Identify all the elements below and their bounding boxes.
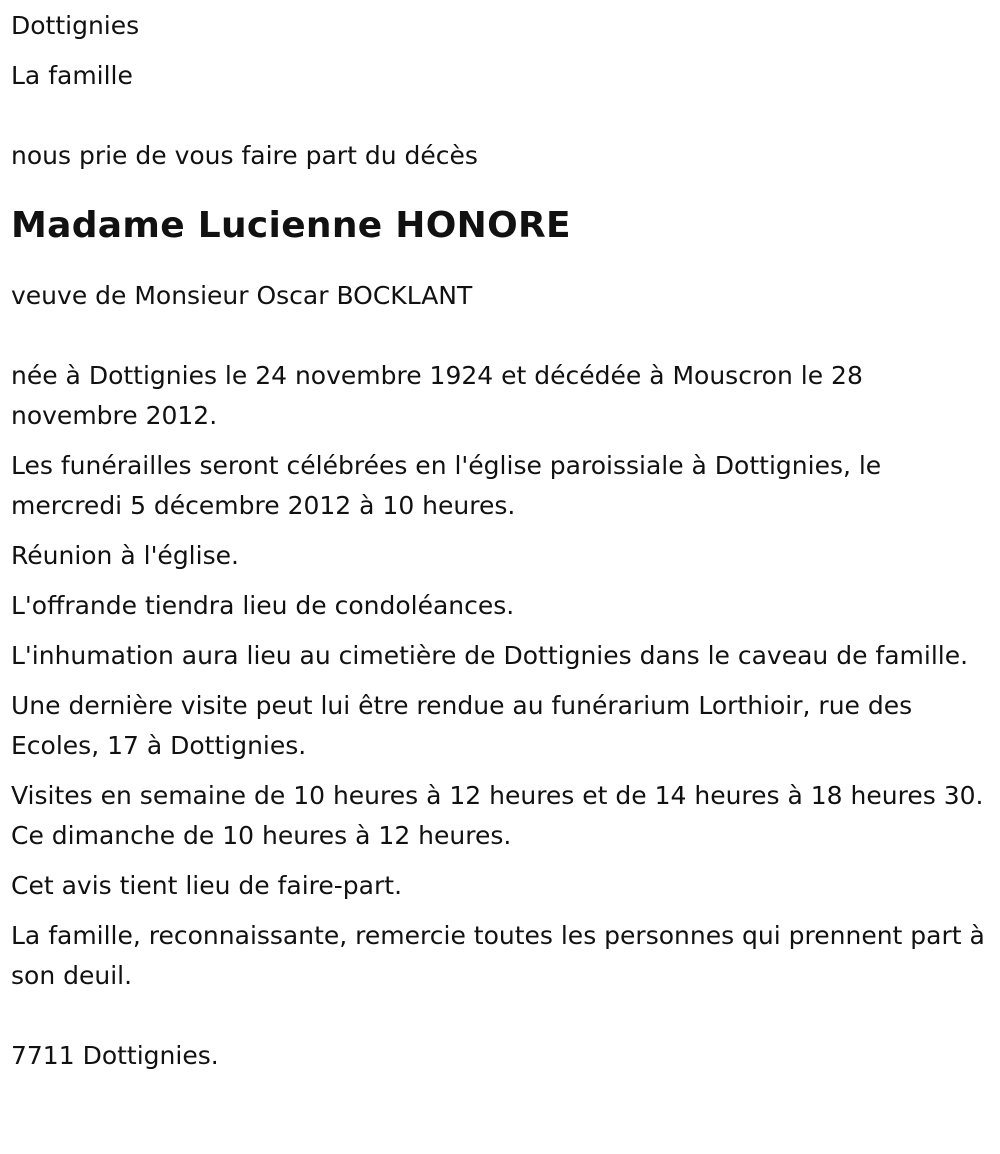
family-line: La famille xyxy=(11,61,133,90)
meeting-paragraph: Réunion à l'église. xyxy=(11,541,239,570)
notice-paragraphs xyxy=(11,356,991,996)
footer-address: 7711 Dottignies. xyxy=(11,1041,219,1070)
location-header: Dottignies xyxy=(11,11,140,40)
burial-paragraph: L'inhumation aura lieu au cimetière de Dottignies dans le caveau de famille. xyxy=(11,641,969,670)
notice-replaces-announcement-paragraph: Cet avis tient lieu de faire-part. xyxy=(11,871,403,900)
birth-death-paragraph: née à Dottignies le 24 novembre 1924 et décédée à Mouscron le 28 novembre 2012. xyxy=(11,361,871,430)
visiting-hours-paragraph: Visites en semaine de 10 heures à 12 heures et de 14 heures à 18 heures 30. Ce dimanche de 10 heures à 12 heures. xyxy=(11,781,992,850)
thanks-paragraph: La famille, reconnaissante, remercie toutes les personnes qui prennent part à son deuil. xyxy=(11,921,993,990)
announcement-text: nous prie de vous faire part du décès xyxy=(11,141,478,170)
funeral-paragraph: Les funérailles seront célébrées en l'église paroissiale à Dottignies, le mercredi 5 décembre 2012 à 10 heures. xyxy=(11,451,890,520)
obituary-notice xyxy=(11,6,991,1076)
deceased-name: Madame Lucienne HONORE xyxy=(11,205,571,246)
spouse-line: veuve de Monsieur Oscar BOCKLANT xyxy=(11,281,473,310)
funeral-home-paragraph: Une dernière visite peut lui être rendue au funérarium Lorthioir, rue des Ecoles, 17 à Dottignies. xyxy=(11,691,921,760)
offering-paragraph: L'offrande tiendra lieu de condoléances. xyxy=(11,591,515,620)
